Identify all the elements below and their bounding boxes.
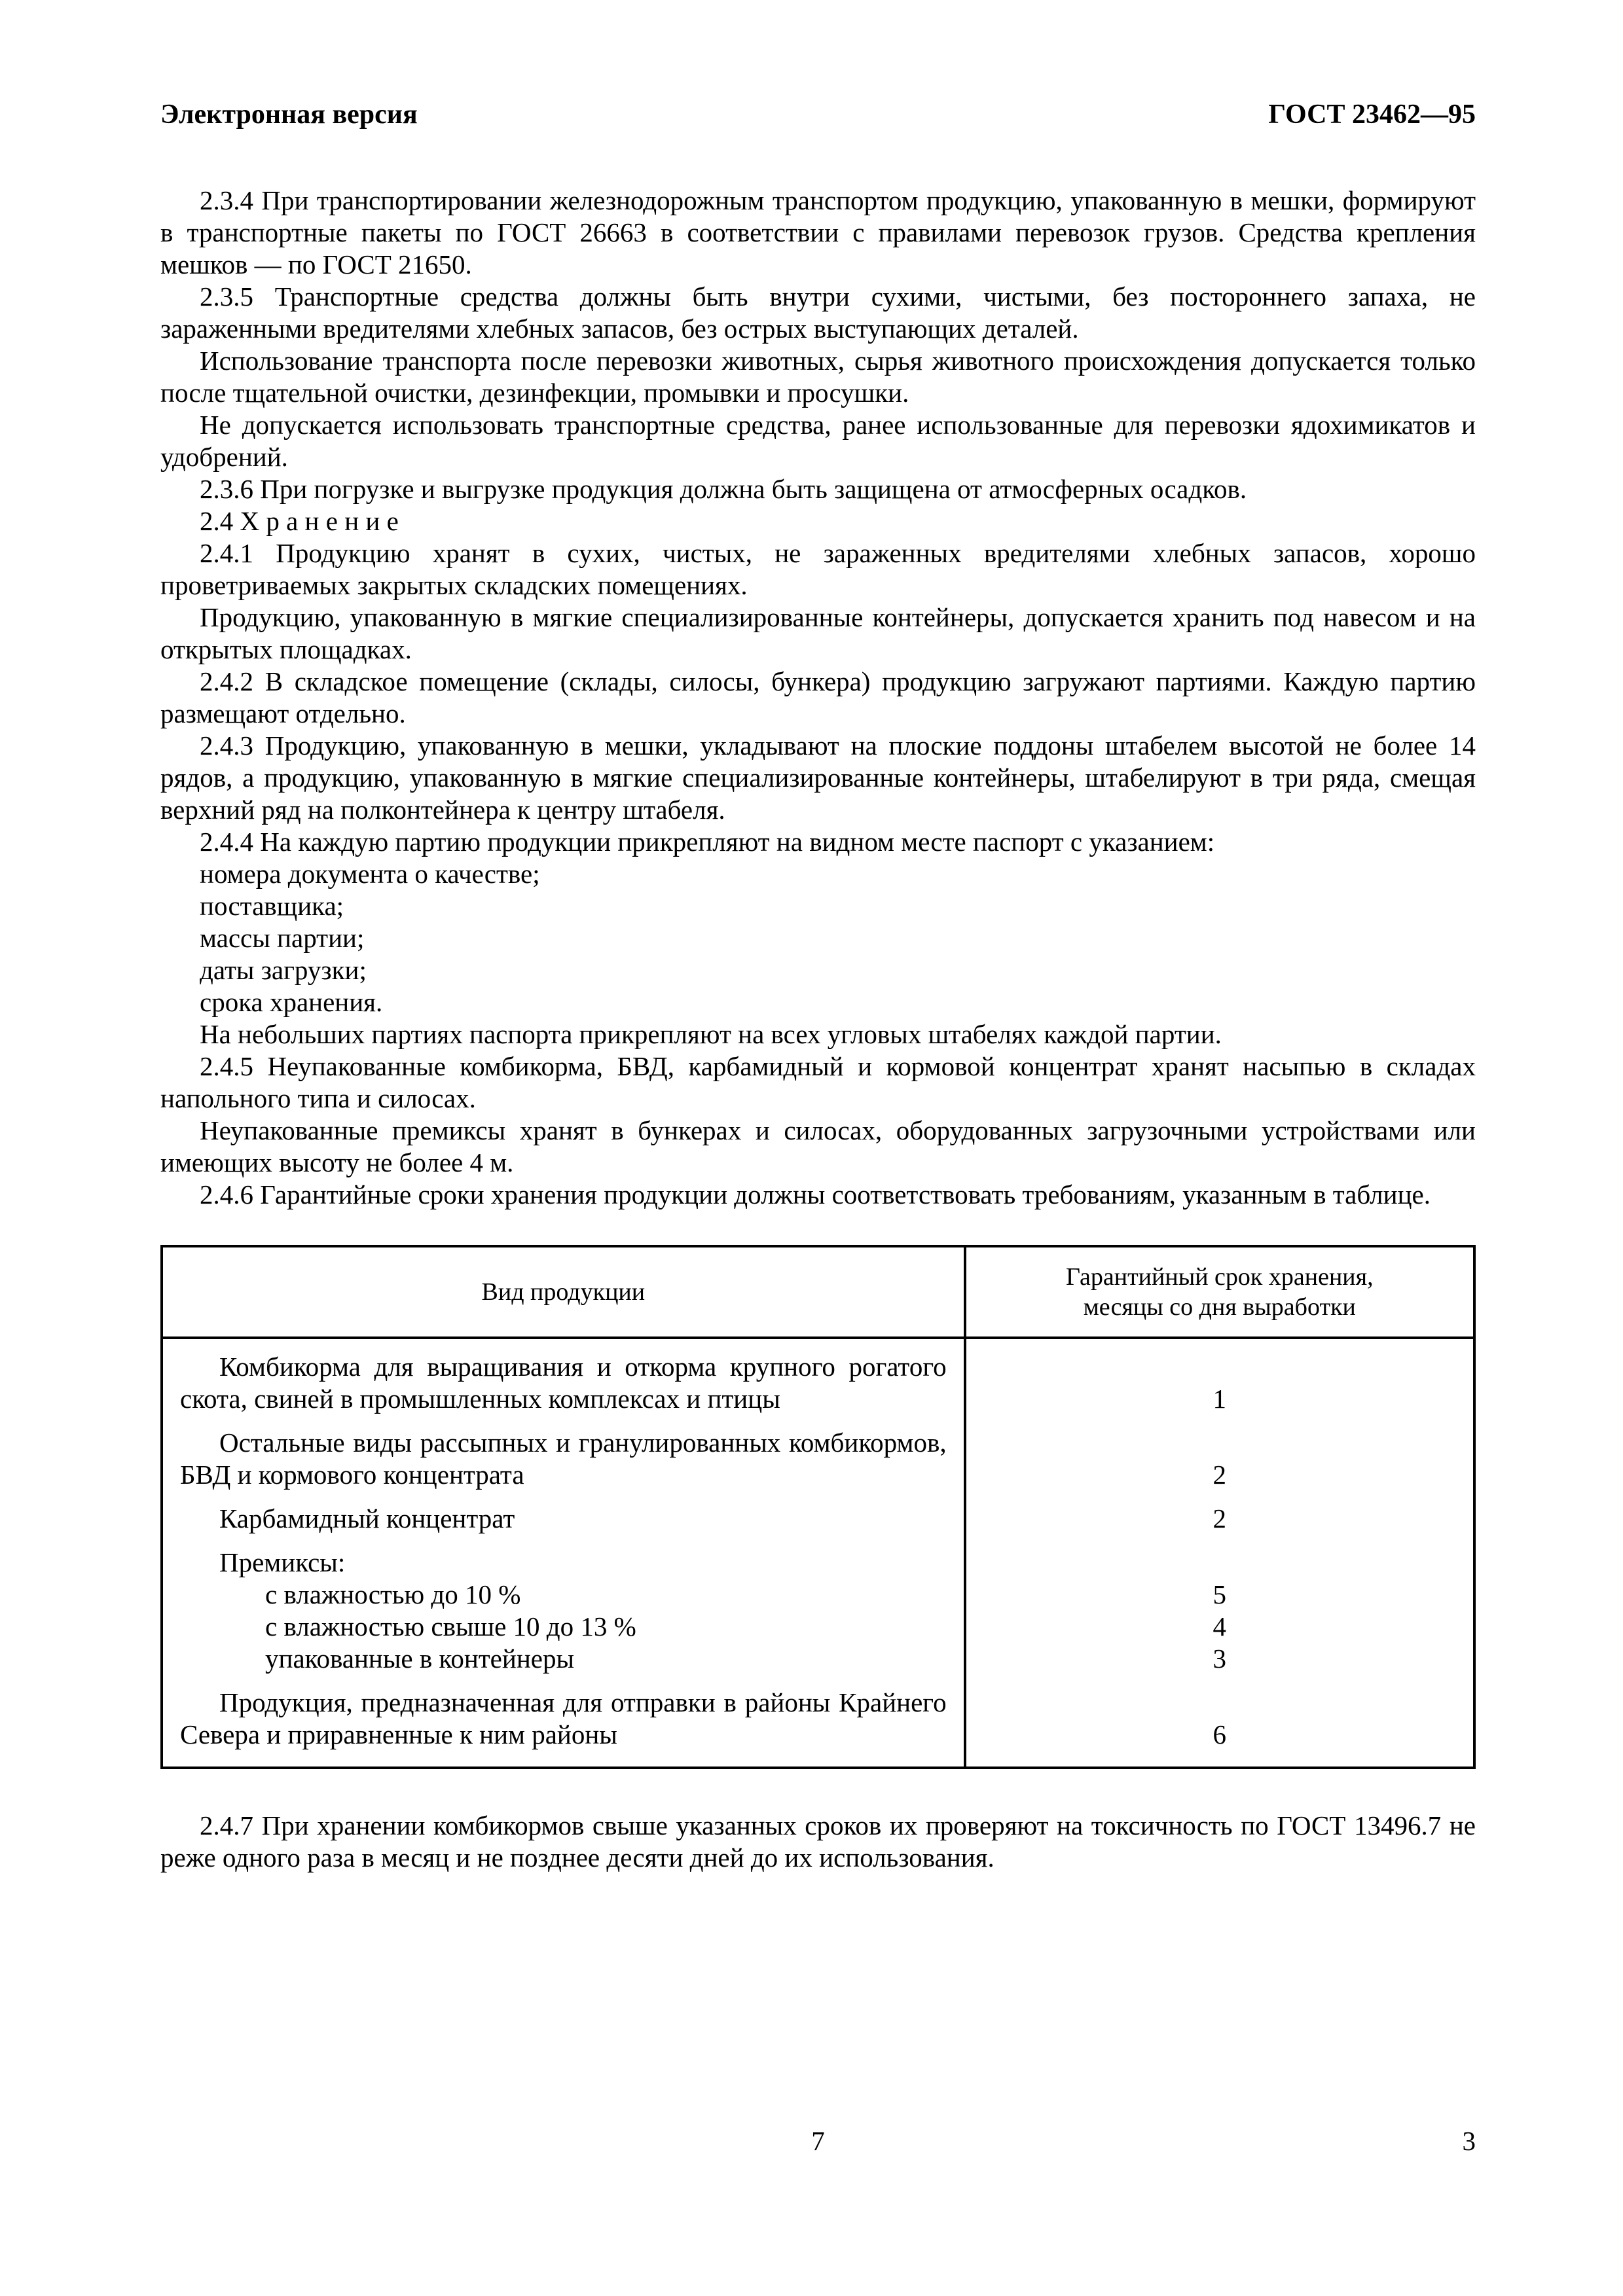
para-2-4-2: 2.4.2 В складское помещение (склады, силосы, бункера) продукцию загружают партиями. Каждую партию размещают отдельно. (160, 666, 1476, 728)
table-cell-term (966, 1491, 1473, 1535)
para-2-4-1: 2.4.1 Продукцию хранят в сухих, чистых, не зараженных вредителями хлебных запасов, хорошо проветриваемых закрытых складских помещениях. (160, 538, 1476, 600)
header-edition-label: Электронная версия (160, 99, 418, 130)
page-number-center: 7 (811, 2126, 825, 2156)
table-header-product-type-label: Вид продукции (481, 1278, 646, 1306)
para-2-4-4: 2.4.4 На каждую партию продукции прикрепляют на видном месте паспорт с указанием: (200, 827, 1215, 857)
table-header-row (163, 1247, 1473, 1339)
para-transport-use: Использование транспорта после перевозки животных, сырья животного происхождения допускается только после тщательной очистки, дезинфекции, промывки и просушки. (160, 346, 1476, 408)
table-cell-premix-sub3: упакованные в контейнеры (265, 1643, 575, 1674)
passport-list-item-doc-number: номера документа о качестве; (200, 859, 540, 889)
table-row-kombikorma (163, 1339, 1473, 1415)
table-cell-term (966, 1675, 1473, 1767)
table-cell-product (163, 1415, 966, 1491)
table-row-far-north (163, 1675, 1473, 1767)
para-2-3-5: 2.3.5 Транспортные средства должны быть внутри сухими, чистыми, без постороннего запаха, не зараженными вредителями хлебных запасов, без острых выступающих деталей. (160, 281, 1476, 344)
table-cell-product-text: Продукция, предназначенная для отправки в районы Крайнего Севера и приравненные к ним районы (180, 1687, 947, 1749)
page-header (160, 98, 1476, 131)
para-not-allowed: Не допускается использовать транспортные средства, ранее использованные для перевозки ядохимикатов и удобрений. (160, 410, 1476, 472)
passport-list-item-load-date: даты загрузки; (200, 955, 367, 985)
document-body (160, 185, 1476, 1874)
table-row-premixes (163, 1535, 1473, 1675)
table-row-karbamid (163, 1491, 1473, 1535)
passport-list-item-supplier: поставщика; (200, 891, 344, 921)
para-2-4-5: 2.4.5 Неупакованные комбикорма, БВД, карбамидный и кормовой концентрат хранят насыпью в складах напольного типа и силосах. (160, 1051, 1476, 1113)
storage-terms-table (160, 1245, 1476, 1769)
table-cell-term-value: 1 (1213, 1384, 1227, 1414)
para-2-4-6: 2.4.6 Гарантийные сроки хранения продукции должны соответствовать требованиям, указанным в таблице. (200, 1179, 1431, 1210)
table-header-storage-term-line1: Гарантийный срок хранения, (1065, 1263, 1374, 1291)
table-cell-product (163, 1339, 966, 1415)
table-cell-term (966, 1415, 1473, 1491)
table-cell-term-value: 4 (1213, 1611, 1227, 1641)
table-cell-term-value: 6 (1213, 1719, 1227, 1749)
table-cell-product-text: Карбамидный концентрат (219, 1503, 515, 1534)
table-cell-premix-sub1: с влажностью до 10 % (265, 1579, 521, 1609)
header-gost-number: ГОСТ 23462—95 (1268, 99, 1476, 130)
passport-list-item-storage-term: срока хранения. (200, 987, 383, 1017)
passport-list-item-batch-mass: массы партии; (200, 923, 365, 953)
para-premixes: Неупакованные премиксы хранят в бункерах и силосах, оборудованных загрузочными устройствами или имеющих высоту не более 4 м. (160, 1115, 1476, 1177)
table-cell-term (966, 1339, 1473, 1415)
table-cell-product (163, 1491, 966, 1535)
table-cell-product-text: Комбикорма для выращивания и откорма крупного рогатого скота, свиней в промышленных комплексах и птицы (180, 1352, 947, 1414)
para-2-3-4: 2.3.4 При транспортировании железнодорожным транспортом продукцию, упакованную в мешки, формируют в транспортные пакеты по ГОСТ 26663 в соответствии с правилами перевозок грузов. Средства крепления мешков — по ГОСТ 21650. (160, 185, 1476, 279)
table-cell-term (966, 1535, 1473, 1675)
para-small-batches: На небольших партиях паспорта прикрепляют на всех угловых штабелях каждой партии. (200, 1019, 1222, 1049)
table-header-product-type (163, 1247, 966, 1336)
table-cell-premix-sub2: с влажностью свыше 10 до 13 % (265, 1611, 636, 1641)
para-soft-containers: Продукцию, упакованную в мягкие специализированные контейнеры, допускается хранить под навесом и на открытых площадках. (160, 602, 1476, 664)
para-2-3-6: 2.3.6 При погрузке и выгрузке продукция должна быть защищена от атмосферных осадков. (200, 474, 1247, 504)
table-cell-product (163, 1675, 966, 1767)
table-cell-term-value: 2 (1213, 1503, 1227, 1534)
table-cell-product-text: Премиксы: (219, 1547, 346, 1577)
page-number-right: 3 (1462, 2126, 1476, 2156)
table-row-other-kombikorma (163, 1415, 1473, 1491)
table-cell-product-text: Остальные виды рассыпных и гранулированных комбикормов, БВД и кормового концентрата (180, 1427, 947, 1490)
para-2-4-7: 2.4.7 При хранении комбикормов свыше указанных сроков их проверяют на токсичность по ГОСТ 13496.7 не реже одного раза в месяц и не позднее десяти дней до их использования. (160, 1810, 1476, 1873)
table-cell-product (163, 1535, 966, 1675)
table-header-storage-term (966, 1247, 1473, 1336)
table-header-storage-term-line2: месяцы со дня выработки (1083, 1293, 1356, 1321)
para-2-4-3: 2.4.3 Продукцию, упакованную в мешки, укладывают на плоские поддоны штабелем высотой не более 14 рядов, а продукцию, упакованную в мягкие специализированные контейнеры, штабелируют в три ряда, смещая верхний ряд на полконтейнера к центру штабеля. (160, 730, 1476, 825)
table-cell-term-value: 3 (1213, 1643, 1227, 1674)
table-cell-term-value: 2 (1213, 1460, 1227, 1490)
section-heading-2-4: 2.4 Х р а н е н и е (200, 506, 399, 536)
page-footer (160, 2125, 1476, 2296)
table-cell-term-value: 5 (1213, 1579, 1227, 1609)
